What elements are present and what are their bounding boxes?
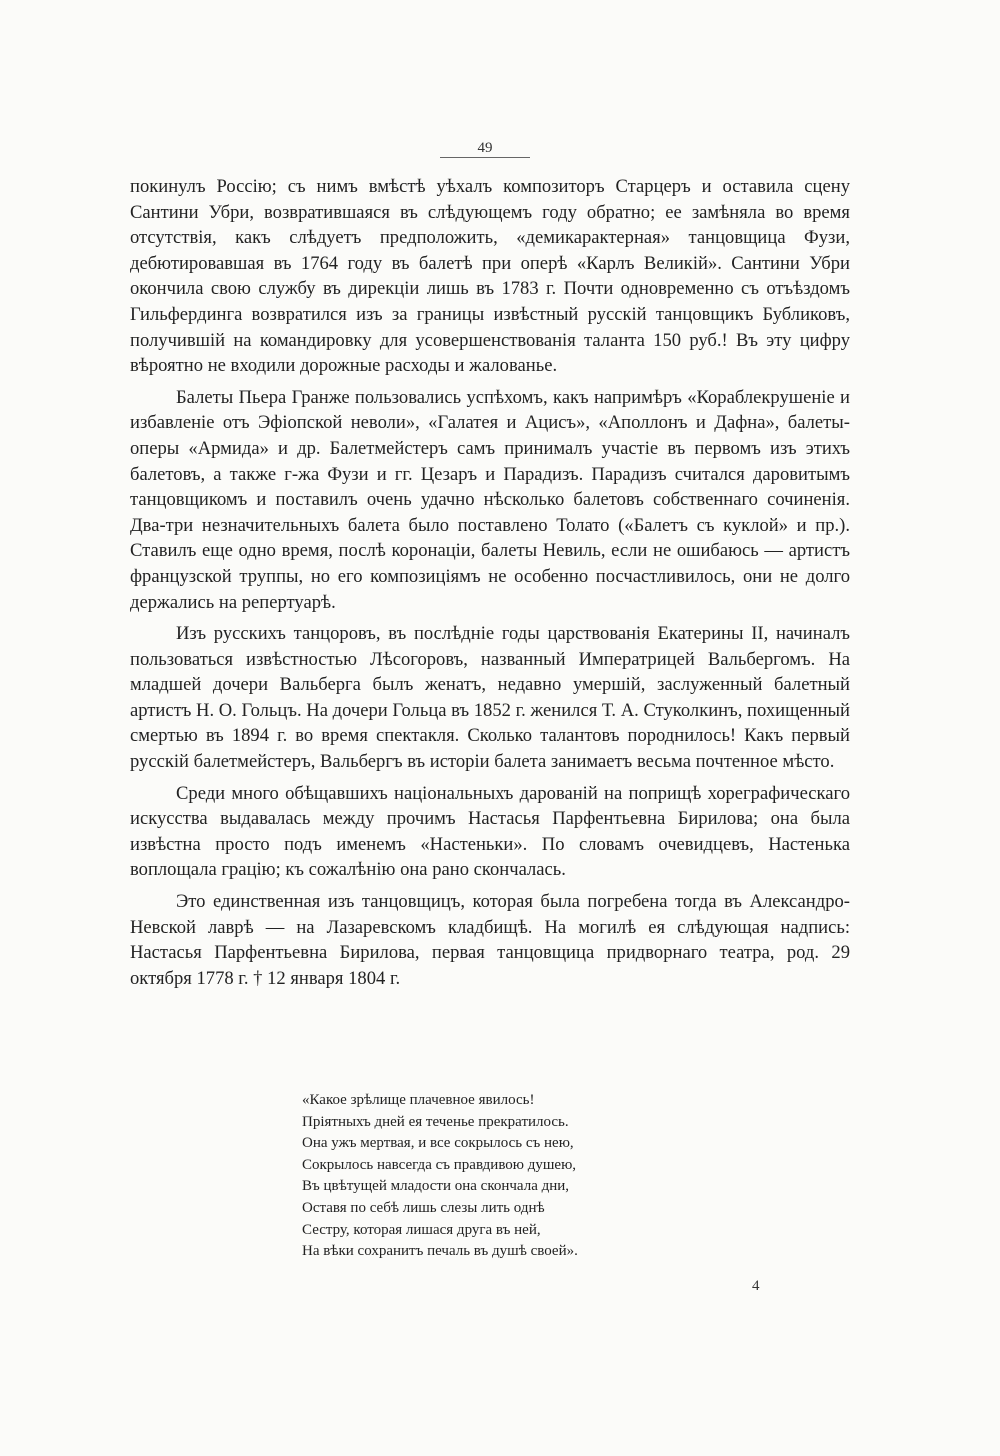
poem-line: Пріятныхъ дней ея теченье прекратилось. xyxy=(302,1113,569,1130)
poem-line: Она ужъ мертвая, и все сокрылось съ нею, xyxy=(302,1135,574,1152)
paragraph: Изъ русскихъ танцоровъ, въ послѣдніе годы царствованія Екатерины II, начиналъ пользоваться извѣстностью Лѣсогоровъ, названный Императрицей Вальбергомъ. На младшей дочери Вальберга былъ женатъ, недавно умершій, заслуженный балетный артистъ Н. О. Гольцъ. На дочери Гольца въ 1852 г. женился Т. А. Стуколкинъ, похищенный смертью въ 1894 г. во время спектакля. Сколько талантовъ породнилось! Какъ первый русскій балетмейстеръ, Вальбергъ въ исторіи балета занимаетъ весьма почтенное мѣсто. xyxy=(130,623,850,773)
poem-line: «Какое зрѣлище плачевное явилось! xyxy=(302,1092,535,1108)
paragraph: покинулъ Россію; съ нимъ вмѣстѣ уѣхалъ композиторъ Старцеръ и оставила сцену Сантини Убри, возвратившаяся въ слѣдующемъ году обратно; ее замѣняла во время отсутствія, какъ слѣдуетъ предположить, «демикарактерная» танцовщица Фузи, дебютировавшая въ 1764 году въ балетѣ при оперѣ «Карлъ Великій». Сантини Убри окончила свою службу въ дирекціи лишь въ 1783 г. Почти одновременно съ отъѣздомъ Гильфердинга возвратился изъ за границы извѣстный русскій танцовщикъ Бубликовъ, получившій на командировку для усовершенствованія таланта 150 руб.! Въ эту цифру вѣроятно не входили дорожные расходы и жалованье. xyxy=(130,176,850,377)
poem-line: Сестру, которая лишася друга въ ней, xyxy=(302,1221,541,1238)
poem-line: Оставя по себѣ лишь слезы лить однѣ xyxy=(302,1199,545,1216)
paragraph: Среди много обѣщавшихъ національныхъ дарованій на поприщѣ хореграфическаго искусства выдавалась между прочимъ Настасья Парфентьевна Бирилова; она была извѣстна просто подъ именемъ «Настеньки». По словамъ очевидцевъ, Настенька воплощала грацію; къ сожалѣнію она рано скончалась. xyxy=(130,782,850,881)
page-header xyxy=(440,140,530,157)
page-number: 49 xyxy=(472,140,499,156)
poem-line: Въ цвѣтущей младости она скончала дни, xyxy=(302,1178,570,1195)
epitaph-poem xyxy=(302,1090,722,1263)
poem-line: Сокрылось навсегда съ правдивою душею, xyxy=(302,1156,577,1173)
paragraph: Балеты Пьера Гранже пользовались успѣхомъ, какъ напримѣръ «Кораблекрушеніе и избавленіе отъ Эфіопской неволи», «Галатея и Ацисъ», «Аполлонъ и Дафна», балеты-оперы «Армида» и др. Балетмейстеръ самъ принималъ участіе въ первомъ изъ этихъ балетовъ, а также г-жа Фузи и гг. Цезаръ и Парадизъ. Парадизъ считался даровитымъ танцовщикомъ и поставилъ очень удачно нѣсколько балетовъ собственнаго сочиненія. Два-три незначительныхъ балета было поставлено Толато («Балетъ съ куклой» и пр.). Ставилъ еще одно время, послѣ коронаціи, балеты Невиль, если не ошибаюсь — артистъ французской труппы, но его композиціямъ не особенно посчастливилось, они не долго держались на репертуарѣ. xyxy=(130,386,850,613)
poem-line: На вѣки сохранитъ печаль въ душѣ своей». xyxy=(302,1243,578,1260)
paragraph: Это единственная изъ танцовщицъ, которая была погребена тогда въ Александро-Невской лаврѣ — на Лазаревскомъ кладбищѣ. На могилѣ ея слѣдующая надпись: Настасья Парфентьевна Бирилова, первая танцовщица придворнаго театра, род. 29 октября 1778 г. † 12 января 1804 г. xyxy=(130,891,850,989)
header-rule xyxy=(440,157,530,158)
signature-mark: 4 xyxy=(752,1278,760,1294)
body-text xyxy=(130,174,850,997)
